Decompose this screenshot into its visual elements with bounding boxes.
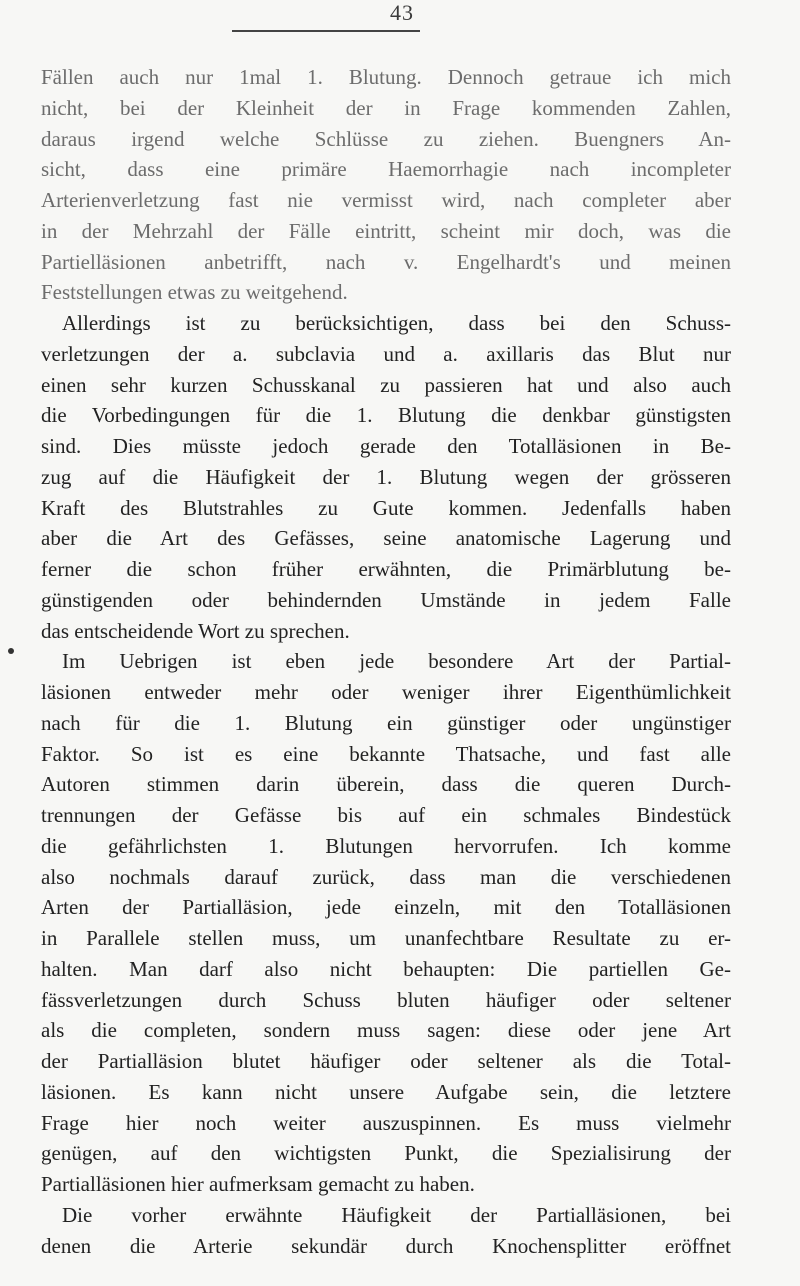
text-line: halten. Man darf also nicht behaupten: Die partiellen Ge- (41, 956, 731, 981)
text-line: ferner die schon früher erwähnten, die Primärblutung be- (41, 557, 731, 581)
margin-bullet-mark (8, 648, 14, 654)
text-line: Partielläsionen anbetrifft, nach v. Engelhardt's und meinen (41, 249, 731, 274)
text-line: fässverletzungen durch Schuss bluten häufiger oder seltener (41, 987, 731, 1012)
text-line: Partialläsionen hier aufmerksam gemacht zu haben. (41, 1172, 475, 1196)
text-line: Faktor. So ist es eine bekannte Thatsache, und fast alle (41, 741, 731, 766)
text-line: als die completen, sondern muss sagen: diese oder jene Art (41, 1018, 731, 1043)
text-line: Arten der Partialläsion, jede einzeln, mit den Totalläsionen (41, 895, 731, 920)
text-line: läsionen entweder mehr oder weniger ihrer Eigenthümlichkeit (41, 680, 731, 704)
text-line: günstigenden oder behindernden Umstände in jedem Falle (41, 587, 731, 612)
text-line: genügen, auf den wichtigsten Punkt, die Spezialisirung der (41, 1141, 731, 1166)
text-line: Im Uebrigen ist eben jede besondere Art der Partial- (62, 649, 731, 674)
text-line: sicht, dass eine primäre Haemorrhagie nach incompleter (41, 157, 731, 182)
text-line: das entscheidende Wort zu sprechen. (41, 618, 350, 643)
header-rule (232, 30, 420, 32)
text-line: also nochmals darauf zurück, dass man die verschiedenen (41, 864, 731, 889)
body-text (41, 62, 731, 1261)
text-line: in der Mehrzahl der Fälle eintritt, scheint mir doch, was die (41, 218, 731, 243)
text-line: läsionen. Es kann nicht unsere Aufgabe sein, die letztere (41, 1079, 731, 1104)
text-line: Autoren stimmen darin überein, dass die queren Durch- (41, 772, 731, 797)
text-line: Arterienverletzung fast nie vermisst wird, nach completer aber (41, 188, 731, 212)
text-line: zug auf die Häufigkeit der 1. Blutung wegen der grösseren (41, 464, 731, 489)
text-line: nicht, bei der Kleinheit der in Frage kommenden Zahlen, (41, 95, 731, 120)
text-line: einen sehr kurzen Schusskanal zu passieren hat und also auch (41, 372, 731, 397)
text-line: Die vorher erwähnte Häufigkeit der Partialläsionen, bei (62, 1202, 731, 1227)
text-line: Frage hier noch weiter auszuspinnen. Es muss vielmehr (41, 1110, 731, 1135)
text-line: Kraft des Blutstrahles zu Gute kommen. Jedenfalls haben (41, 495, 731, 520)
text-line: sind. Dies müsste jedoch gerade den Totalläsionen in Be- (41, 434, 731, 458)
text-line: Allerdings ist zu berücksichtigen, dass bei den Schuss- (62, 311, 731, 335)
text-line: aber die Art des Gefässes, seine anatomische Lagerung und (41, 526, 731, 551)
text-line: in Parallele stellen muss, um unanfechtbare Resultate zu er- (41, 926, 731, 950)
text-line: Feststellungen etwas zu weitgehend. (41, 280, 348, 305)
text-line: denen die Arterie sekundär durch Knochensplitter eröffnet (41, 1233, 731, 1258)
text-line: Fällen auch nur 1mal 1. Blutung. Dennoch getraue ich mich (41, 65, 731, 89)
text-line: die gefährlichsten 1. Blutungen hervorrufen. Ich komme (41, 833, 731, 858)
text-line: daraus irgend welche Schlüsse zu ziehen. Buengners An- (41, 126, 731, 151)
text-line: trennungen der Gefässe bis auf ein schmales Bindestück (41, 803, 731, 827)
text-line: nach für die 1. Blutung ein günstiger oder ungünstiger (41, 710, 731, 735)
text-line: verletzungen der a. subclavia und a. axillaris das Blut nur (41, 341, 731, 366)
page-number: 43 (390, 0, 414, 25)
text-line: die Vorbedingungen für die 1. Blutung die denkbar günstigsten (41, 403, 731, 428)
text-line: der Partialläsion blutet häufiger oder seltener als die Total- (41, 1049, 731, 1073)
